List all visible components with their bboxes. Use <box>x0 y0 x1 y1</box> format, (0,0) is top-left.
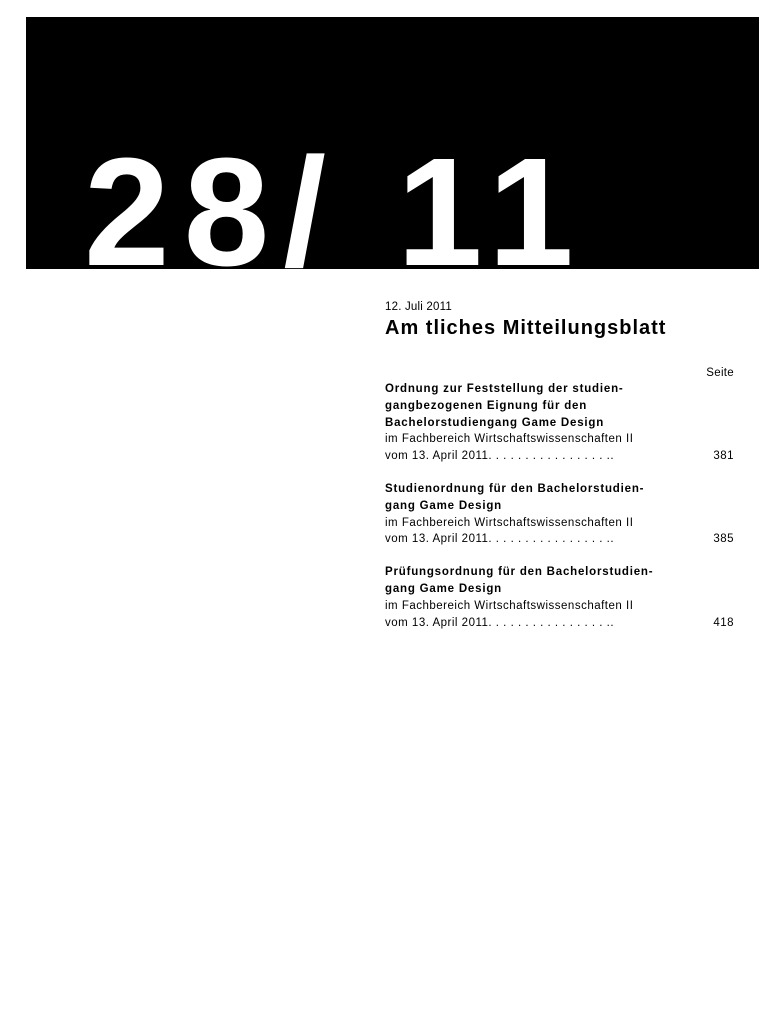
toc-entry-title-line: gang Game Design <box>385 582 502 595</box>
masthead <box>385 300 735 340</box>
toc-entry-date: vom 13. April 2011. . . . . . . . . . . . . . . . .. <box>385 533 615 546</box>
toc-entry-title-line: Ordnung zur Feststellung der studien- <box>385 383 624 395</box>
toc-entry-date-row <box>385 531 734 548</box>
issue-banner <box>26 17 759 269</box>
toc-entry-department: im Fachbereich Wirtschaftswissenschaften II <box>385 433 634 446</box>
toc-entry-department: im Fachbereich Wirtschaftswissenschaften II <box>385 599 634 612</box>
toc-entry-title-line: Bachelorstudiengang Game Design <box>385 416 605 429</box>
toc-entry-title-line: gangbezogenen Eignung für den <box>385 399 588 412</box>
toc-entry-page-number: 418 <box>713 616 734 629</box>
toc-entry-page-number: 385 <box>713 533 734 546</box>
toc-entry-title-line: Prüfungsordnung für den Bachelorstudien- <box>385 566 654 579</box>
toc-entry-date-row <box>385 448 734 465</box>
toc-entry-title-line: Studienordnung für den Bachelorstudien- <box>385 482 645 495</box>
issue-date: 12. Juli 2011 <box>385 301 452 313</box>
issue-number: 28/ 11 <box>84 126 588 269</box>
toc-entry-department: im Fachbereich Wirtschaftswissenschaften II <box>385 516 634 529</box>
toc-entry-date: vom 13. April 2011. . . . . . . . . . . . . . . . .. <box>385 616 615 629</box>
toc-entry[interactable] <box>385 481 734 548</box>
table-of-contents <box>385 366 734 647</box>
toc-entry-page-number: 381 <box>713 450 734 463</box>
toc-entry-title-line: gang Game Design <box>385 499 502 512</box>
toc-entry[interactable] <box>385 381 734 465</box>
toc-entry[interactable] <box>385 564 734 631</box>
page-title: Am tliches Mitteilungsblatt <box>385 317 667 339</box>
toc-page-column-heading: Seite <box>706 367 734 379</box>
toc-entry-date-row <box>385 615 734 632</box>
toc-entry-date: vom 13. April 2011. . . . . . . . . . . . . . . . .. <box>385 450 615 463</box>
